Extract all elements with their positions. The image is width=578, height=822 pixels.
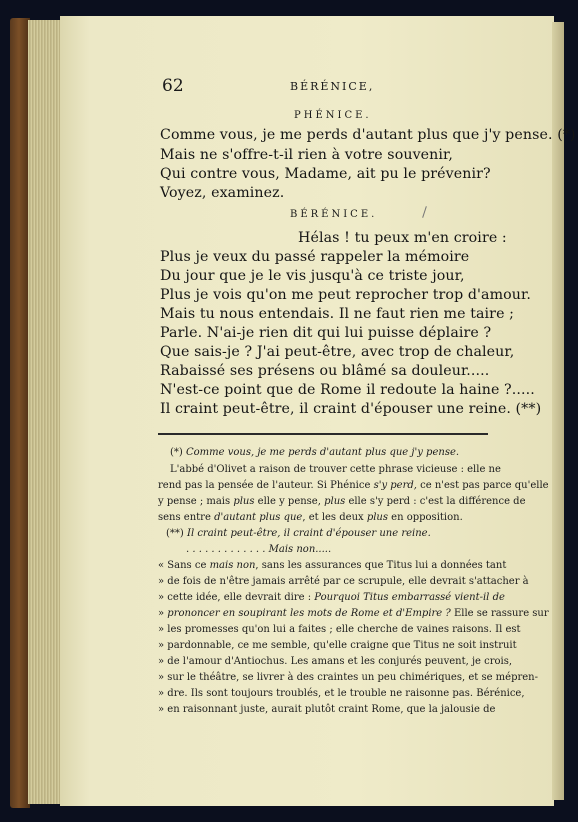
book-cover-edge: [10, 18, 30, 808]
verse-line: Du jour que je le vis jusqu'à ce triste jour,: [160, 268, 465, 284]
footnote-line: sens entre d'autant plus que, et les deux plus en opposition.: [158, 512, 463, 523]
verse-line: Plus je veux du passé rappeler la mémoire: [160, 249, 470, 265]
commentary-line: » de l'amour d'Antiochus. Les amans et les conjurés peuvent, je crois,: [158, 656, 513, 667]
verse-line: Hélas ! tu peux m'en croire :: [298, 230, 507, 246]
verse-line: Mais ne s'offre-t-il rien à votre souvenir,: [160, 147, 453, 163]
commentary-line: » dre. Ils sont toujours troublés, et le trouble ne raisonne pas. Bérénice,: [158, 688, 525, 699]
commentary-line: » de fois de n'être jamais arrêté par ce scrupule, elle devrait s'attacher à: [158, 576, 529, 587]
commentary-line: « Sans ce mais non, sans les assurances que Titus lui a données tant: [158, 560, 507, 571]
footnote-rule: [158, 433, 488, 435]
verse-line: N'est-ce point que de Rome il redoute la haine ?.....: [160, 382, 535, 398]
verse-line: Comme vous, je me perds d'autant plus que j'y pense. (*): [160, 127, 576, 143]
verse-line: Il craint peut-être, il craint d'épouser une reine. (**): [160, 401, 542, 417]
speaker-phenice: PHÉNICE.: [294, 110, 372, 121]
footnote-line: L'abbé d'Olivet a raison de trouver cette phrase vicieuse : elle ne: [170, 464, 501, 475]
speaker-berenice: BÉRÉNICE.: [290, 209, 378, 220]
verse-line: Qui contre vous, Madame, ait pu le prévenir?: [160, 166, 491, 182]
footnote-2-heading: (**) Il craint peut-être, il craint d'épouser une reine.: [166, 528, 431, 539]
verse-line: Plus je vois qu'on me peut reprocher trop d'amour.: [160, 287, 531, 303]
commentary-line: » sur le théâtre, se livrer à des craintes un peu chimériques, et se mépren-: [158, 672, 538, 683]
running-title: BÉRÉNICE,: [290, 80, 375, 93]
commentary-line: » en raisonnant juste, aurait plutôt craint Rome, que la jalousie de: [158, 704, 496, 715]
commentary-line: » prononcer en soupirant les mots de Rome et d'Empire ? Elle se rassure sur: [158, 608, 549, 619]
commentary-line: » pardonnable, ce me semble, qu'elle craigne que Titus ne soit instruit: [158, 640, 517, 651]
footnote-dots: . . . . . . . . . . . . . Mais non.....: [186, 544, 332, 555]
commentary-line: » cette idée, elle devrait dire : Pourquoi Titus embarrassé vient-il de: [158, 592, 505, 603]
verse-line: Voyez, examinez.: [160, 185, 285, 201]
page-number: 62: [162, 76, 184, 96]
verse-line: Rabaissé ses présens ou blâmé sa douleur.....: [160, 363, 490, 379]
footnote-line: rend pas la pensée de l'auteur. Si Phénice s'y perd, ce n'est pas parce qu'elle: [158, 480, 549, 491]
footnote-1-heading: (*) Comme vous, je me perds d'autant plus que j'y pense.: [170, 447, 460, 458]
verse-line: Mais tu nous entendais. Il ne faut rien me taire ;: [160, 306, 515, 322]
footnote-line: y pense ; mais plus elle y pense, plus elle s'y perd : c'est la différence de: [158, 496, 526, 507]
verse-line: Que sais-je ? J'ai peut-être, avec trop de chaleur,: [160, 344, 515, 360]
verse-line: Parle. N'ai-je rien dit qui lui puisse déplaire ?: [160, 325, 492, 341]
commentary-line: » les promesses qu'on lui a faites ; elle cherche de vaines raisons. Il est: [158, 624, 521, 635]
page-edges: [28, 20, 62, 804]
